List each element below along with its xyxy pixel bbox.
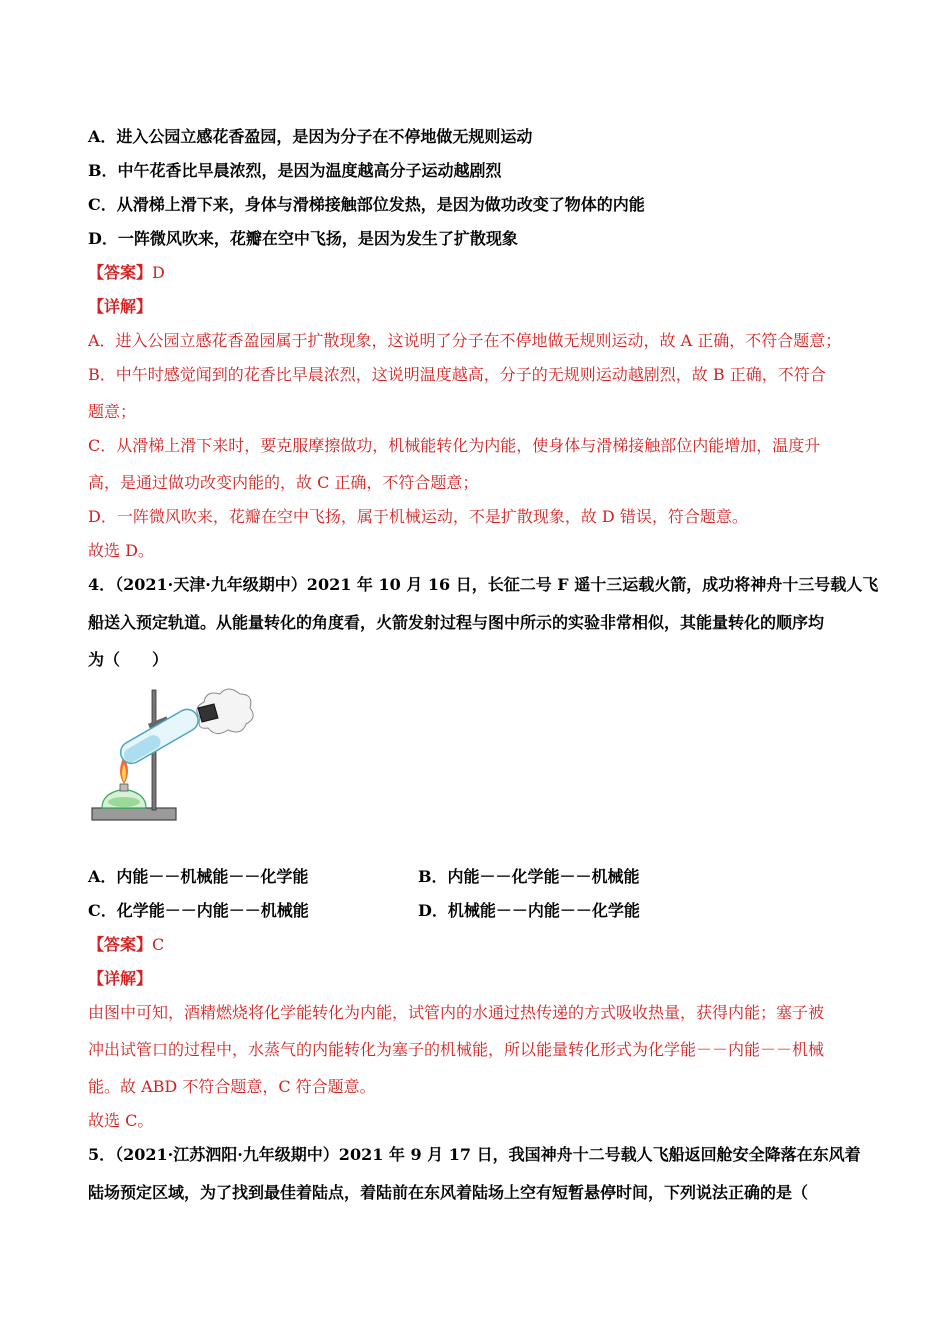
q3-option-d: D．一阵微风吹来，花瓣在空中飞扬，是因为发生了扩散现象 (88, 229, 518, 248)
q4-detail-label: 【详解】 (88, 969, 153, 988)
q3-detail-label: 【详解】 (88, 297, 153, 316)
q4-option-b: B．内能－－化学能－－机械能 (418, 867, 640, 886)
q3-detail-line: D．一阵微风吹来，花瓣在空中飞扬，属于机械运动，不是扩散现象，故 D 错误，符合题意。 (88, 507, 748, 526)
q3-detail-line: 故选 D。 (88, 541, 154, 560)
q4-detail-line: 故选 C。 (88, 1111, 154, 1130)
answer-label: 【答案】 (88, 935, 153, 954)
q4-detail-line: 由图中可知，酒精燃烧将化学能转化为内能，试管内的水通过热传递的方式吸收热量，获得内能；塞子被 (88, 1003, 825, 1022)
test-tube-steam-figure (88, 686, 258, 828)
q4-answer (88, 935, 164, 955)
q3-option-a: A．进入公园立感花香盈园，是因为分子在不停地做无规则运动 (88, 127, 533, 146)
experiment-illustration (88, 686, 258, 828)
q3-detail-line: B．中午时感觉闻到的花香比早晨浓烈，这说明温度越高，分子的无规则运动越剧烈，故 B 正确，不符合 (88, 365, 826, 384)
q3-option-c: C．从滑梯上滑下来，身体与滑梯接触部位发热，是因为做功改变了物体的内能 (88, 195, 645, 214)
q4-option-a: A．内能－－机械能－－化学能 (88, 867, 309, 886)
q4-option-d: D．机械能－－内能－－化学能 (418, 901, 640, 920)
q3-detail-line: 题意； (88, 402, 137, 421)
q3-detail-line: A．进入公园立感花香盈园属于扩散现象，这说明了分子在不停地做无规则运动，故 A 正确，不符合题意； (88, 331, 842, 350)
q4-stem-line: 为（ ） (88, 650, 169, 669)
q3-option-b: B．中午花香比早晨浓烈，是因为温度越高分子运动越剧烈 (88, 161, 502, 180)
q5-stem-line: 陆场预定区域，为了找到最佳着陆点，着陆前在东风着陆场上空有短暂悬停时间，下列说法正确的是（ (88, 1183, 809, 1202)
q4-detail-line: 能。故 ABD 不符合题意，C 符合题意。 (88, 1077, 376, 1096)
q4-option-c: C．化学能－－内能－－机械能 (88, 901, 309, 920)
answer-value: D (152, 263, 165, 282)
answer-value: C (152, 935, 165, 954)
q3-detail-line: C．从滑梯上滑下来时，要克服摩擦做功，机械能转化为内能，使身体与滑梯接触部位内能增加，温度升 (88, 436, 821, 455)
q4-detail-line: 冲出试管口的过程中，水蒸气的内能转化为塞子的机械能，所以能量转化形式为化学能－－内能－－机械 (88, 1040, 825, 1059)
answer-label: 【答案】 (88, 263, 153, 282)
q3-detail-line: 高，是通过做功改变内能的，故 C 正确，不符合题意； (88, 473, 479, 492)
q4-stem-line: 4．（2021·天津·九年级期中）2021 年 10 月 16 日，长征二号 F 遥十三运载火箭，成功将神舟十三号载人飞 (88, 575, 879, 594)
q5-stem-line: 5．（2021·江苏泗阳·九年级期中）2021 年 9 月 17 日，我国神舟十二号载人飞船返回舱安全降落在东风着 (88, 1145, 861, 1164)
q3-answer (88, 263, 165, 283)
q4-stem-line: 船送入预定轨道。从能量转化的角度看，火箭发射过程与图中所示的实验非常相似，其能量转化的顺序均 (88, 613, 825, 632)
